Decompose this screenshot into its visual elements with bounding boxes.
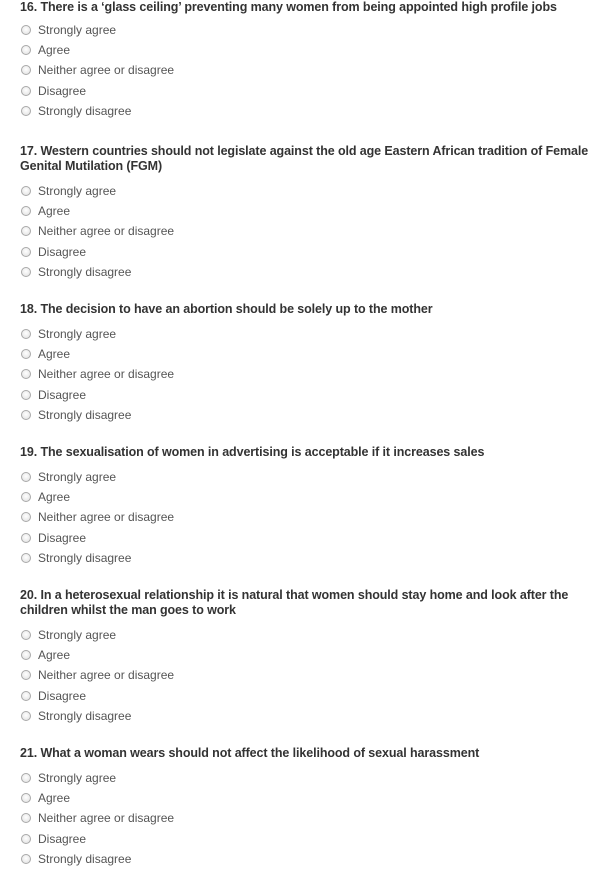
option-label: Neither agree or disagree <box>38 224 175 239</box>
radio-button[interactable] <box>21 711 31 721</box>
option-label: Strongly disagree <box>38 708 132 723</box>
option-strongly-disagree[interactable] <box>20 849 590 869</box>
radio-button[interactable] <box>21 630 31 640</box>
option-strongly-agree[interactable] <box>20 467 590 487</box>
radio-button[interactable] <box>21 834 31 844</box>
option-strongly-disagree[interactable] <box>20 262 590 282</box>
option-strongly-agree[interactable] <box>20 324 590 344</box>
question-20 <box>20 588 590 726</box>
option-label: Neither agree or disagree <box>38 811 175 826</box>
question-title: 17. Western countries should not legislate against the old age Eastern African tradition of Female Genital Mutilation (FGM) <box>20 144 589 173</box>
option-label: Strongly disagree <box>38 407 132 422</box>
option-label: Disagree <box>38 244 87 259</box>
option-agree[interactable] <box>20 40 590 60</box>
option-label: Neither agree or disagree <box>38 510 175 525</box>
radio-button[interactable] <box>21 533 31 543</box>
radio-button[interactable] <box>21 492 31 502</box>
question-19 <box>20 445 590 568</box>
radio-button[interactable] <box>21 267 31 277</box>
options-group <box>20 467 590 568</box>
option-agree[interactable] <box>20 201 590 221</box>
radio-button[interactable] <box>21 390 31 400</box>
option-label: Strongly agree <box>38 470 117 485</box>
option-label: Strongly disagree <box>38 103 132 118</box>
radio-button[interactable] <box>21 349 31 359</box>
option-strongly-disagree[interactable] <box>20 405 590 425</box>
question-16 <box>20 0 590 121</box>
radio-button[interactable] <box>21 106 31 116</box>
option-label: Strongly agree <box>38 23 117 38</box>
option-strongly-agree[interactable] <box>20 181 590 201</box>
radio-button[interactable] <box>21 410 31 420</box>
option-label: Strongly agree <box>38 628 117 643</box>
options-group <box>20 625 590 726</box>
radio-button[interactable] <box>21 854 31 864</box>
radio-button[interactable] <box>21 186 31 196</box>
radio-button[interactable] <box>21 650 31 660</box>
option-label: Disagree <box>38 387 87 402</box>
radio-button[interactable] <box>21 670 31 680</box>
option-agree[interactable] <box>20 788 590 808</box>
radio-button[interactable] <box>21 813 31 823</box>
radio-button[interactable] <box>21 45 31 55</box>
option-neither[interactable] <box>20 60 590 80</box>
option-neither[interactable] <box>20 364 590 384</box>
options-group <box>20 181 590 282</box>
option-label: Strongly disagree <box>38 264 132 279</box>
radio-button[interactable] <box>21 773 31 783</box>
question-title: 18. The decision to have an abortion should be solely up to the mother <box>20 302 433 316</box>
radio-button[interactable] <box>21 247 31 257</box>
option-label: Disagree <box>38 83 87 98</box>
option-strongly-agree[interactable] <box>20 768 590 788</box>
option-label: Agree <box>38 490 71 505</box>
question-18 <box>20 302 590 425</box>
radio-button[interactable] <box>21 553 31 563</box>
option-label: Neither agree or disagree <box>38 367 175 382</box>
option-neither[interactable] <box>20 507 590 527</box>
option-agree[interactable] <box>20 487 590 507</box>
radio-button[interactable] <box>21 512 31 522</box>
radio-button[interactable] <box>21 329 31 339</box>
option-label: Strongly agree <box>38 184 117 199</box>
question-21 <box>20 746 590 869</box>
question-title: 19. The sexualisation of women in advertising is acceptable if it increases sales <box>20 445 485 459</box>
radio-button[interactable] <box>21 369 31 379</box>
option-strongly-disagree[interactable] <box>20 548 590 568</box>
option-label: Strongly agree <box>38 771 117 786</box>
option-disagree[interactable] <box>20 528 590 548</box>
options-group <box>20 324 590 425</box>
radio-button[interactable] <box>21 25 31 35</box>
radio-button[interactable] <box>21 472 31 482</box>
option-label: Strongly disagree <box>38 851 132 866</box>
option-agree[interactable] <box>20 645 590 665</box>
options-group <box>20 768 590 869</box>
option-disagree[interactable] <box>20 385 590 405</box>
option-strongly-agree[interactable] <box>20 20 590 40</box>
option-neither[interactable] <box>20 808 590 828</box>
option-label: Agree <box>38 347 71 362</box>
option-disagree[interactable] <box>20 829 590 849</box>
option-disagree[interactable] <box>20 686 590 706</box>
option-label: Agree <box>38 204 71 219</box>
option-label: Strongly disagree <box>38 550 132 565</box>
option-disagree[interactable] <box>20 242 590 262</box>
question-title: 16. There is a ‘glass ceiling’ preventing many women from being appointed high profile jobs <box>20 0 557 14</box>
option-strongly-agree[interactable] <box>20 625 590 645</box>
option-strongly-disagree[interactable] <box>20 101 590 121</box>
radio-button[interactable] <box>21 691 31 701</box>
option-label: Agree <box>38 648 71 663</box>
option-label: Agree <box>38 791 71 806</box>
option-label: Disagree <box>38 831 87 846</box>
radio-button[interactable] <box>21 206 31 216</box>
question-title: 21. What a woman wears should not affect the likelihood of sexual harassment <box>20 746 480 760</box>
option-label: Disagree <box>38 688 87 703</box>
radio-button[interactable] <box>21 226 31 236</box>
option-label: Agree <box>38 43 71 58</box>
question-17 <box>20 144 590 282</box>
option-neither[interactable] <box>20 221 590 241</box>
question-title: 20. In a heterosexual relationship it is natural that women should stay home and look after the children whilst the man goes to work <box>20 588 569 617</box>
options-group <box>20 20 590 121</box>
option-neither[interactable] <box>20 665 590 685</box>
option-label: Neither agree or disagree <box>38 63 175 78</box>
option-strongly-disagree[interactable] <box>20 706 590 726</box>
option-label: Disagree <box>38 530 87 545</box>
radio-button[interactable] <box>21 793 31 803</box>
option-label: Neither agree or disagree <box>38 668 175 683</box>
option-disagree[interactable] <box>20 81 590 101</box>
radio-button[interactable] <box>21 86 31 96</box>
radio-button[interactable] <box>21 65 31 75</box>
option-label: Strongly agree <box>38 327 117 342</box>
option-agree[interactable] <box>20 344 590 364</box>
